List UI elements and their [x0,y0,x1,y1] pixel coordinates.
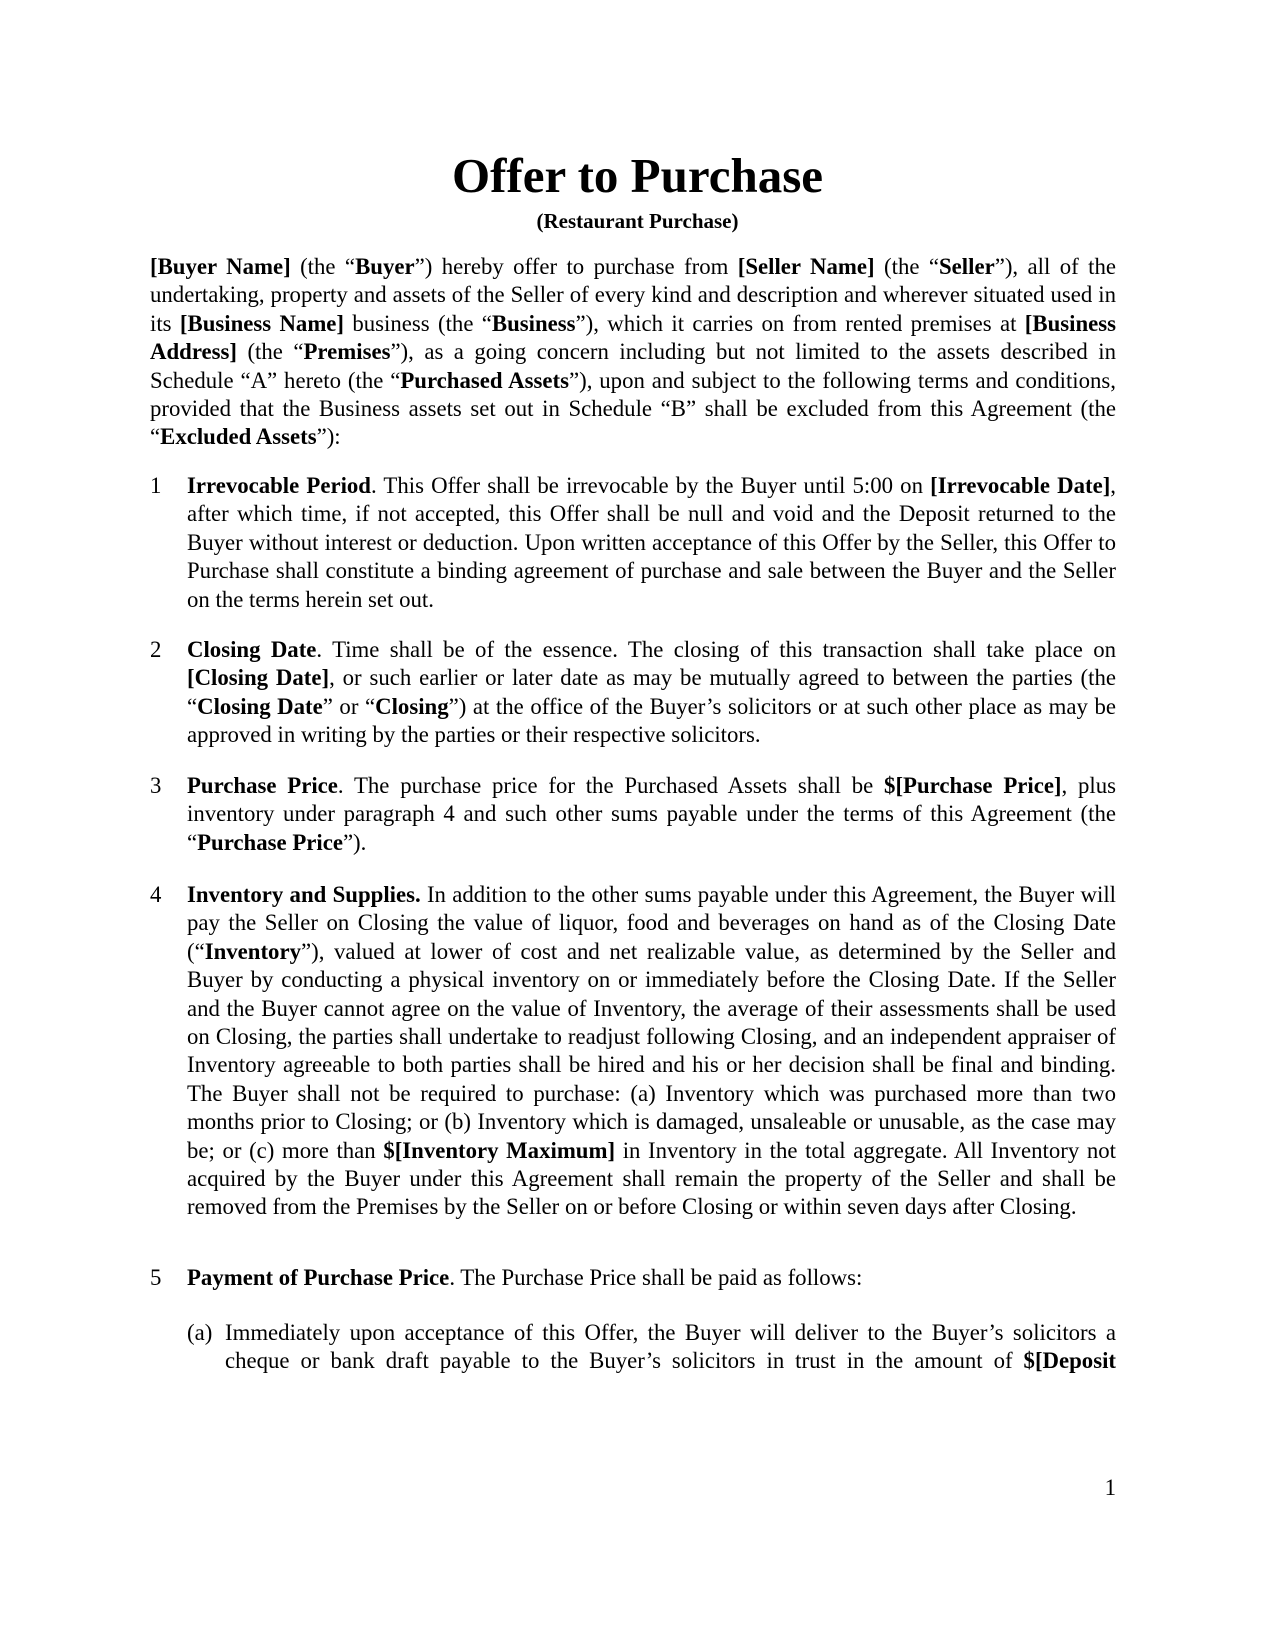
section-number: 4 [150,882,162,907]
purchased-assets-term: Purchased Assets [400,367,569,393]
intro-paragraph: [Buyer Name] (the “Buyer”) hereby offer to purchase from [Seller Name] (the “Seller”), all of the undertaking, property and assets of the Seller of every kind and description and wherever situated used in its [Business Name] business (the “Business”), which it carries on from rented premises at [Business Address] (the “Premises”), as a going concern including but not limited to the assets described in Schedule “A” hereto (the “Purchased Assets”), upon and subject to the following terms and conditions, provided that the Business assets set out in Schedule “B” shall be excluded from this Agreement (the “Excluded Assets”): [150,254,1117,450]
inventory-term: Inventory [204,938,301,964]
section-heading: Payment of Purchase Price [187,1265,450,1290]
excluded-assets-term: Excluded Assets [160,424,317,450]
closing-date-placeholder: [Closing Date] [187,665,330,691]
business-term: Business [491,310,576,336]
section-number: 2 [150,637,162,662]
section-body: Inventory and Supplies. In addition to the other sums payable under this Agreement, the Buyer will pay the Seller on Closing the value of liquor, food and beverages on hand as of the Closing Date (“Inventory”), valued at lower of cost and net realizable value, as determined by the Seller and Buyer by conducting a physical inventory on or immediately before the Closing Date. If the Seller and the Buyer cannot agree on the value of Inventory, the average of their assessments shall be used on Closing, the parties shall undertake to readjust following Closing, and an independent appraiser of Inventory agreeable to both parties shall be hired and his or her decision shall be final and binding. The Buyer shall not be required to purchase: (a) Inventory which was purchased more than two months prior to Closing; or (b) Inventory which is damaged, unsaleable or unusable, as the case may be; or (c) more than $[Inventory Maximum] in Inventory in the total aggregate. All Inventory not acquired by the Buyer under this Agreement shall remain the property of the Seller and shall be removed from the Premises by the Seller on or before Closing or within seven days after Closing. [187,882,1116,1220]
section-number: 3 [150,773,162,798]
section-body: Purchase Price. The purchase price for the Purchased Assets shall be $[Purchase Price], plus inventory under paragraph 4 and such other sums payable under the terms of this Agreement (the “Purchase Price”). [187,773,1117,855]
section-body: Irrevocable Period. This Offer shall be irrevocable by the Buyer until 5:00 on [Irrevocable Date], after which time, if not accepted, this Offer shall be null and void and the Deposit returned to the Buyer without interest or deduction. Upon written acceptance of this Offer by the Seller, this Offer to Purchase shall constitute a binding agreement of purchase and sale between the Buyer and the Seller on the terms herein set out. [187,473,1116,612]
closing-term: Closing [375,693,449,719]
closing-date-term: Closing Date [197,693,323,719]
document-subtitle: (Restaurant Purchase) [536,209,739,233]
section-body: Closing Date. Time shall be of the essence. The closing of this transaction shall take place on [Closing Date], or such earlier or later date as may be mutually agreed to between the parties (the “Closing Date” or “Closing”) at the office of the Buyer’s solicitors or at such other place as may be approved in writing by the parties or their respective solicitors. [187,637,1117,748]
section-number: 5 [150,1265,162,1290]
document-title: Offer to Purchase [451,148,824,203]
deposit-placeholder: $[Deposit [1023,1348,1116,1374]
inventory-maximum-placeholder: $[Inventory Maximum] [383,1137,616,1163]
purchase-price-term: Purchase Price [197,829,343,855]
premises-term: Premises [303,339,391,365]
buyer-term: Buyer [355,254,415,279]
section-heading: Closing Date [187,637,317,662]
section-number: 1 [150,473,162,498]
section-body: Payment of Purchase Price. The Purchase Price shall be paid as follows: [187,1265,863,1290]
purchase-price-placeholder: $[Purchase Price] [884,773,1062,798]
irrevocable-date-placeholder: [Irrevocable Date] [930,473,1111,498]
section-heading: Inventory and Supplies. [187,882,421,907]
business-name-placeholder: [Business Name] [179,310,345,336]
seller-name-placeholder: [Seller Name] [737,254,875,279]
page-number: 1 [1104,1475,1116,1500]
buyer-name-placeholder: [Buyer Name] [150,254,291,279]
subsection-label: (a) [187,1320,213,1345]
seller-term: Seller [939,254,995,279]
business-address-placeholder: [Business Address] [150,310,1116,365]
section-heading: Purchase Price [187,773,338,798]
subsection-body: Immediately upon acceptance of this Offer, the Buyer will deliver to the Buyer’s solicitors a cheque or bank draft payable to the Buyer’s solicitors in trust in the amount of $[Deposit [225,1320,1116,1374]
section-heading: Irrevocable Period [187,473,371,498]
